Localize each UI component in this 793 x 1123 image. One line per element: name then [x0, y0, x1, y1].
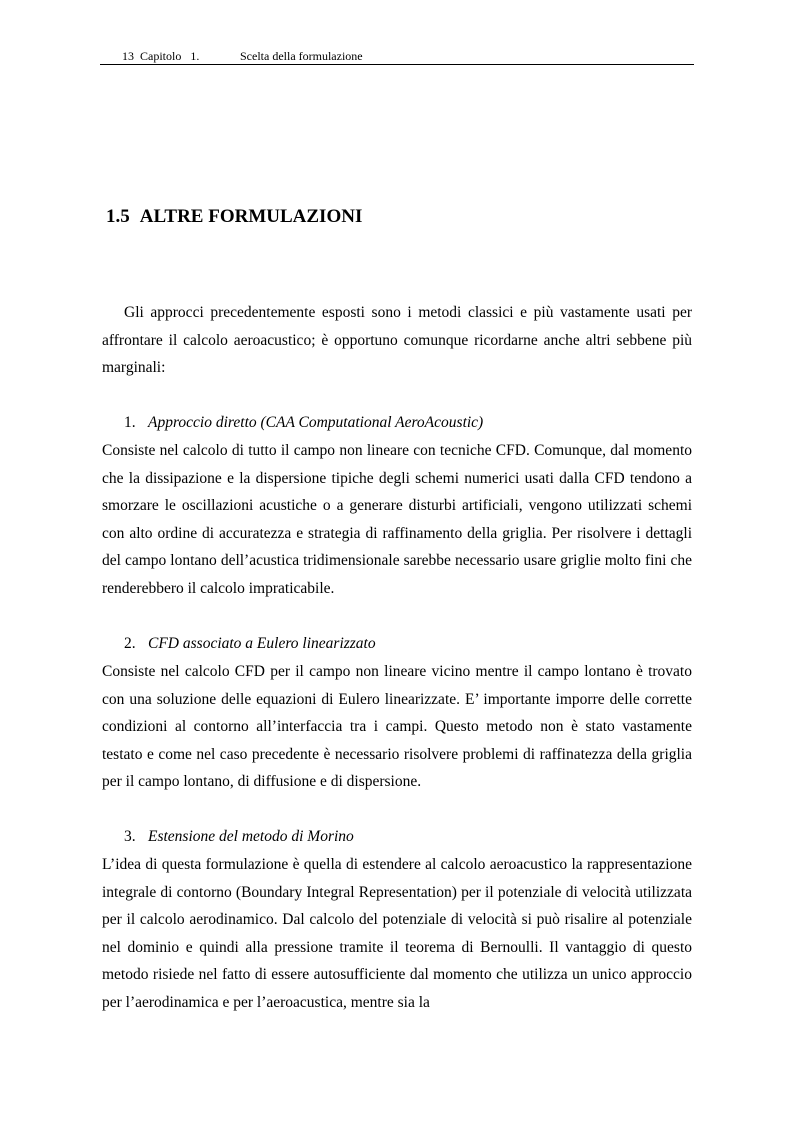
item-heading-2 — [124, 633, 376, 655]
section-number: 1.5 — [106, 206, 130, 227]
item-paragraph-2: Consiste nel calcolo CFD per il campo non lineare vicino mentre il campo lontano è trovato con una soluzione delle equazioni di Eulero linearizzate. E’ importante imporre delle corrette condizioni al contorno all’interfaccia tra i campi. Questo metodo non è stato vastamente testato e come nel caso precedente è necessario risolvere problemi di raffinatezza della griglia per il campo lontano, di diffusione e di dispersione. — [102, 663, 692, 791]
section-title: ALTRE FORMULAZIONI — [139, 206, 363, 227]
item-heading-1 — [124, 412, 483, 434]
item-title: Approccio diretto (CAA Computational AeroAcoustic) — [148, 414, 484, 431]
section-heading — [106, 205, 362, 229]
item-number: 3. — [124, 828, 136, 845]
item-paragraph-3: L’idea di questa formulazione è quella di estendere al calcolo aeroacustico la rappresentazione integrale di contorno (Boundary Integral Representation) per il potenziale di velocità utilizzata per il calcolo aerodinamico. Dal calcolo del potenziale di velocità si può risalire al potenziale nel dominio e quindi alla pressione tramite il teorema di Bernoulli. Il vantaggio di questo metodo risiede nel fatto di essere autosufficiente dal momento che utilizza un unico approccio per l’aerodinamica e per l’aeroacustica, mentre sia la — [102, 856, 692, 1011]
intro-paragraph: Gli approcci precedentemente esposti sono i metodi classici e più vastamente usati per affrontare il calcolo aeroacustico; è opportuno comunque ricordarne anche altri sebbene più marginali: — [102, 304, 692, 377]
item-number: 1. — [124, 414, 136, 431]
item-number: 2. — [124, 635, 136, 652]
item-title: Estensione del metodo di Morino — [148, 828, 354, 845]
item-paragraph-1: Consiste nel calcolo di tutto il campo non lineare con tecniche CFD. Comunque, dal momento che la dissipazione e la dispersione tipiche degli schemi numerici usati dalla CFD tendono a smorzare le oscillazioni acustiche o a generare disturbi artificiali, vengono utilizzati schemi con alto ordine di accuratezza e strategia di raffinamento della griglia. Per risolvere i dettagli del campo lontano dell’acustica tridimensionale sarebbe necessario usare griglie molto fini che renderebbero il calcolo impraticabile. — [102, 442, 692, 597]
running-header — [100, 48, 694, 65]
header-chapter: 13 Capitolo 1. — [122, 49, 200, 63]
header-chapter-title: Scelta della formulazione — [240, 49, 363, 63]
item-heading-3 — [124, 826, 354, 848]
item-title: CFD associato a Eulero linearizzato — [148, 635, 376, 652]
